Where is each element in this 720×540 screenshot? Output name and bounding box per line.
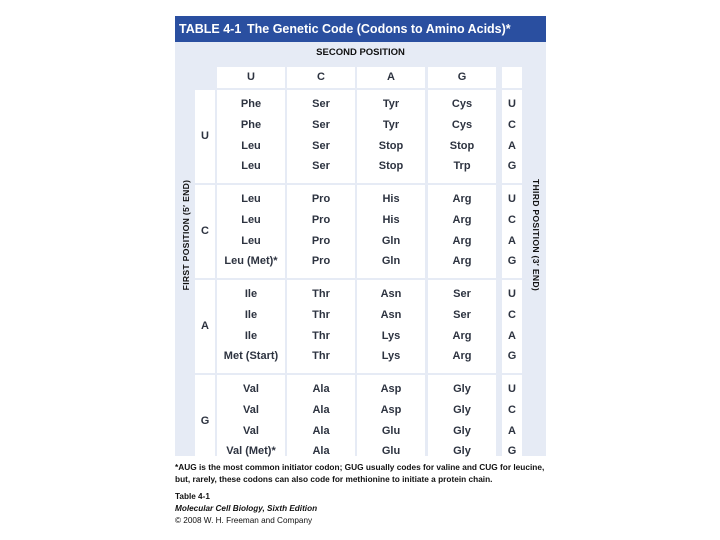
amino-acid: Leu: [241, 193, 261, 205]
amino-acid: Ile: [244, 308, 258, 321]
amino-acid: Gln: [381, 234, 401, 247]
first-position-label: FIRST POSITION (5′ END): [181, 179, 191, 291]
caption-book-title: Molecular Cell Biology, Sixth Edition: [175, 504, 318, 513]
amino-acid: Cys: [451, 98, 473, 110]
amino-acid: Ser: [312, 98, 330, 110]
amino-acid: Pro: [311, 234, 331, 247]
amino-acid: Pro: [311, 193, 331, 205]
amino-acid: Ile: [244, 288, 258, 300]
third-position-letter: A: [508, 234, 516, 247]
amino-acid: Phe: [240, 118, 262, 131]
amino-acid: Ser: [312, 160, 330, 173]
first-position-c: C: [201, 225, 209, 237]
third-position-letter: C: [508, 118, 516, 131]
amino-acid: Arg: [452, 350, 472, 363]
table-title: The Genetic Code (Codons to Amino Acids)*: [247, 22, 511, 36]
third-position-letter: A: [508, 424, 516, 437]
third-position-letter: G: [507, 350, 517, 363]
amino-acid: Asn: [380, 288, 402, 300]
amino-acid: Trp: [453, 160, 471, 173]
amino-acid: Ser: [312, 118, 330, 131]
third-position-letter: U: [508, 288, 516, 300]
third-position-letter: G: [507, 255, 517, 268]
amino-acid: Stop: [449, 139, 475, 152]
amino-acid: Ala: [312, 445, 330, 458]
caption-table-number: Table 4-1: [175, 492, 210, 501]
amino-acid: Thr: [312, 329, 330, 342]
amino-acid: Asp: [380, 383, 402, 395]
amino-acid: Ser: [453, 308, 471, 321]
amino-acid: Leu: [241, 234, 261, 247]
amino-acid: Pro: [311, 255, 331, 268]
amino-acid: Arg: [452, 329, 472, 342]
amino-acid: Gly: [453, 424, 471, 437]
amino-acid: Ala: [312, 383, 330, 395]
amino-acid: Glu: [381, 445, 401, 458]
table-number: TABLE 4-1: [179, 22, 242, 36]
first-position-g: G: [200, 415, 210, 427]
amino-acid: Met (Start): [223, 350, 279, 363]
amino-acid: Thr: [312, 350, 330, 363]
amino-acid: Val: [243, 403, 259, 416]
amino-acid: Gln: [381, 255, 401, 268]
amino-acid: Val: [243, 383, 259, 395]
first-position-u: U: [201, 130, 209, 142]
first-position-a: A: [201, 320, 209, 332]
third-position-letter: G: [507, 445, 517, 458]
amino-acid: Gly: [453, 445, 471, 458]
amino-acid: Leu (Met)*: [224, 255, 278, 268]
amino-acid: Ala: [312, 424, 330, 437]
third-position-letter: C: [508, 403, 516, 416]
amino-acid: Glu: [381, 424, 401, 437]
amino-acid: Leu: [241, 139, 261, 152]
amino-acid: Ser: [453, 288, 471, 300]
amino-acid: Gly: [453, 403, 471, 416]
third-position-letter: U: [508, 98, 516, 110]
amino-acid: His: [382, 193, 400, 205]
column-header-c: C: [317, 71, 325, 83]
amino-acid: Lys: [381, 329, 401, 342]
amino-acid: Thr: [312, 288, 330, 300]
amino-acid: Cys: [451, 118, 473, 131]
third-position-label: THIRD POSITION (3′ END): [531, 178, 541, 292]
amino-acid: His: [382, 213, 400, 226]
third-position-letter: C: [508, 308, 516, 321]
third-header-cell: [502, 67, 522, 88]
footnote: *AUG is the most common initiator codon; GUG usually codes for valine and CUG for leucine, but, rarely, these codons can also code for methionine to initiate a protein chain.: [175, 462, 545, 484]
amino-acid: Stop: [378, 139, 404, 152]
amino-acid: Thr: [312, 308, 330, 321]
amino-acid: Lys: [381, 350, 401, 363]
third-position-letter: U: [508, 193, 516, 205]
amino-acid: Asp: [380, 403, 402, 416]
caption-copyright: © 2008 W. H. Freeman and Company: [175, 516, 313, 525]
amino-acid: Val: [243, 424, 259, 437]
amino-acid: Tyr: [382, 118, 400, 131]
amino-acid: Tyr: [382, 98, 400, 110]
column-header-g: G: [457, 71, 467, 83]
amino-acid: Leu: [241, 160, 261, 173]
amino-acid: Pro: [311, 213, 331, 226]
third-position-letter: A: [508, 139, 516, 152]
column-header-a: A: [387, 71, 395, 83]
amino-acid: Phe: [240, 98, 262, 110]
third-position-letter: C: [508, 213, 516, 226]
amino-acid: Stop: [378, 160, 404, 173]
amino-acid: Arg: [452, 213, 472, 226]
amino-acid: Arg: [452, 234, 472, 247]
amino-acid: Ala: [312, 403, 330, 416]
amino-acid: Arg: [452, 255, 472, 268]
amino-acid: Gly: [453, 383, 471, 395]
second-position-label: SECOND POSITION: [316, 47, 405, 58]
table-header: [175, 16, 546, 42]
third-position-letter: A: [508, 329, 516, 342]
amino-acid: Leu: [241, 213, 261, 226]
amino-acid: Arg: [452, 193, 472, 205]
column-header-u: U: [247, 71, 255, 83]
amino-acid: Asn: [380, 308, 402, 321]
amino-acid: Ile: [244, 329, 258, 342]
amino-acid: Val (Met)*: [226, 445, 276, 458]
third-position-letter: G: [507, 160, 517, 173]
genetic-code-table: [175, 16, 546, 456]
amino-acid: Ser: [312, 139, 330, 152]
third-position-letter: U: [508, 383, 516, 395]
